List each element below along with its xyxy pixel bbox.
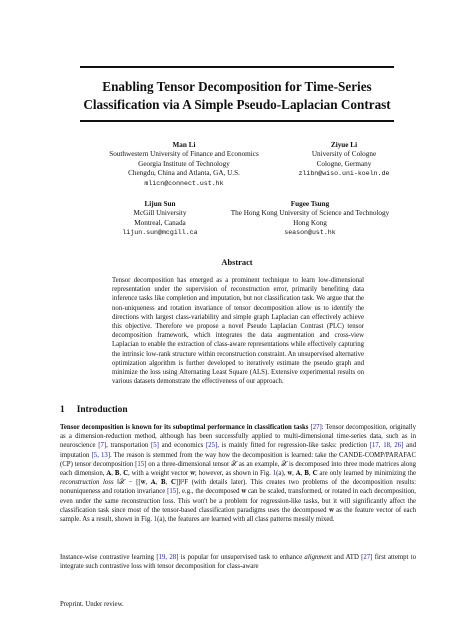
citation-link[interactable]: [27] bbox=[361, 554, 373, 561]
citation-link[interactable]: [19, 28] bbox=[156, 554, 179, 561]
title-line-2: Classification via A Simple Pseudo-Laplacian Contrast bbox=[83, 97, 391, 112]
figure-link[interactable]: 1 bbox=[153, 516, 158, 524]
author-affiliation: Georgia Institute of Technology bbox=[138, 159, 230, 168]
paragraph-text: and imputation bbox=[60, 442, 416, 459]
section-heading bbox=[60, 405, 128, 415]
author-email: zlibn@wiso.uni-koeln.de bbox=[298, 170, 390, 178]
figure-link[interactable]: 1 bbox=[272, 470, 277, 478]
section-number: 1 bbox=[60, 405, 65, 415]
citation-link[interactable]: [5] bbox=[151, 442, 159, 450]
paragraph-lead: Tensor decomposition is known for its suboptimal performance in classification tasks bbox=[60, 424, 309, 431]
emphasis-text: reconstruction loss bbox=[60, 479, 114, 487]
author-email: mlicn@connect.ust.hk bbox=[144, 179, 224, 187]
paragraph-text: ‖𝒳 − [[𝐰, 𝐀, 𝐁, 𝐂]]‖²F (with details later). This creates two problems of the decomposition results: nonuniqueness and rotation invariance bbox=[60, 479, 416, 496]
citation-link[interactable]: [7] bbox=[98, 442, 107, 450]
author-name: Lijun Sun bbox=[144, 200, 176, 208]
paragraph-text: (a), 𝐰, 𝐀, 𝐁, 𝐂 are only learned by minimizing the bbox=[276, 470, 416, 478]
author-name: Ziyue Li bbox=[330, 141, 358, 149]
author-affiliation: Southwestern University of Finance and Economics bbox=[109, 150, 259, 159]
paragraph-text: first attempt to integrate such contrastive loss with tensor decomposition for class-aware bbox=[60, 554, 416, 571]
title-bottom-rule bbox=[80, 120, 394, 122]
author-affiliation: The Hong Kong University of Science and Technology bbox=[230, 209, 390, 218]
paragraph-text: is popular for unsupervised task to enhance bbox=[178, 554, 305, 561]
author-affiliation: McGill University bbox=[133, 209, 187, 218]
citation-link[interactable]: [15] bbox=[167, 488, 179, 496]
citation-link[interactable]: [15] bbox=[135, 460, 147, 468]
author-affiliation: Montreal, Canada bbox=[134, 218, 186, 227]
author-block bbox=[244, 141, 444, 179]
emphasis-text: alignment bbox=[304, 554, 332, 561]
abstract-text: Tensor decomposition has emerged as a prominent technique to learn low-dimensional representation under the supervision of reconstruction error, primarily benefiting data inference tasks like completion and imputation, but not classification task. We argue that the non-uniqueness and rotation invariance of tensor decomposition allow us to identify the directions with largest class-variability and simple graph Laplacian can effectively achieve this objective. Therefore we propose a novel Pseudo Laplacian Contrast (PLC) tensor decomposition framework, which integrates the data augmentation and cross-view Laplacian to enable the extraction of class-aware representations while effectively capturing the intrinsic low-rank structure within reconstruction constraint. An unsupervised alternative optimization algorithm is further developed to iteratively estimate the pseudo graph and minimize the loss using Alternating Least Square (ALS). Extensive experimental results on various datasets demonstrate the effectiveness of our approach. bbox=[112, 277, 364, 386]
author-block bbox=[210, 200, 410, 238]
intro-paragraph-2 bbox=[60, 553, 416, 571]
author-affiliation: University of Cologne bbox=[311, 150, 377, 159]
author-affiliation: Hong Kong bbox=[293, 218, 327, 227]
author-email: lijun.sun@mcgill.ca bbox=[122, 229, 198, 237]
paper-title bbox=[60, 78, 414, 114]
intro-paragraph-1 bbox=[60, 423, 416, 524]
paragraph-text: . The reason is stemmed from the way how the decomposition is learned: take the CANDE-COMP/PARAFAC (CP) tensor decomposition bbox=[60, 451, 416, 468]
citation-link[interactable]: [5, 13] bbox=[91, 451, 111, 459]
title-top-rule bbox=[80, 66, 394, 68]
author-affiliation: Cologne, Germany bbox=[316, 159, 372, 168]
abstract-heading: Abstract bbox=[221, 258, 253, 267]
author-email: season@ust.hk bbox=[284, 229, 336, 237]
author-affiliation: Chengdu, China and Atlanta, GA, U.S. bbox=[128, 169, 240, 178]
paragraph-text: , e.g., the decomposed 𝐰 can be scaled, transformed, or rotated in each decomposition, even under the same reconstruction loss. This won't be a problem for regression-like tasks, but it will significantly affect the classification task since most of the tensor-based classification paradigms uses the decomposed 𝐰 as the feature vector of each sample. As a result, shown in Fig. bbox=[60, 488, 416, 524]
author-name: Man Li bbox=[172, 141, 196, 149]
footer-note: Preprint. Under review. bbox=[60, 601, 124, 608]
paragraph-text: on a three-dimensional tensor 𝒳 as an example, 𝒳 is decomposed into three mode matrices along each dimension, 𝐀, 𝐁, 𝐂, with a weight vector 𝐰; however, as shown in Fig. bbox=[60, 460, 417, 478]
author-name: Fugee Tsung bbox=[290, 200, 330, 208]
paragraph-text: , transportation bbox=[106, 442, 151, 450]
citation-link[interactable]: [17, 18, 26] bbox=[369, 442, 404, 450]
citation-link[interactable]: [27] bbox=[310, 424, 322, 431]
paragraph-text: , is mainly fitted for regression-like tasks: prediction bbox=[217, 442, 370, 450]
citation-link[interactable]: [25] bbox=[205, 442, 218, 450]
paragraph-text: and ATD bbox=[331, 554, 362, 561]
paragraph-text: : Tensor decomposition, originally as a dimension-reduction method, although has been successfully applied to multi-dimensional time-series data, such as in neuroscience bbox=[60, 424, 416, 450]
title-line-1: Enabling Tensor Decomposition for Time-Series bbox=[102, 79, 372, 94]
section-title: Introduction bbox=[76, 405, 128, 415]
paragraph-text: Instance-wise contrastive learning bbox=[60, 554, 157, 561]
paragraph-text: and economics bbox=[158, 442, 206, 450]
paragraph-text: (a), the features are learned with all class patterns messily mixed. bbox=[157, 516, 335, 524]
